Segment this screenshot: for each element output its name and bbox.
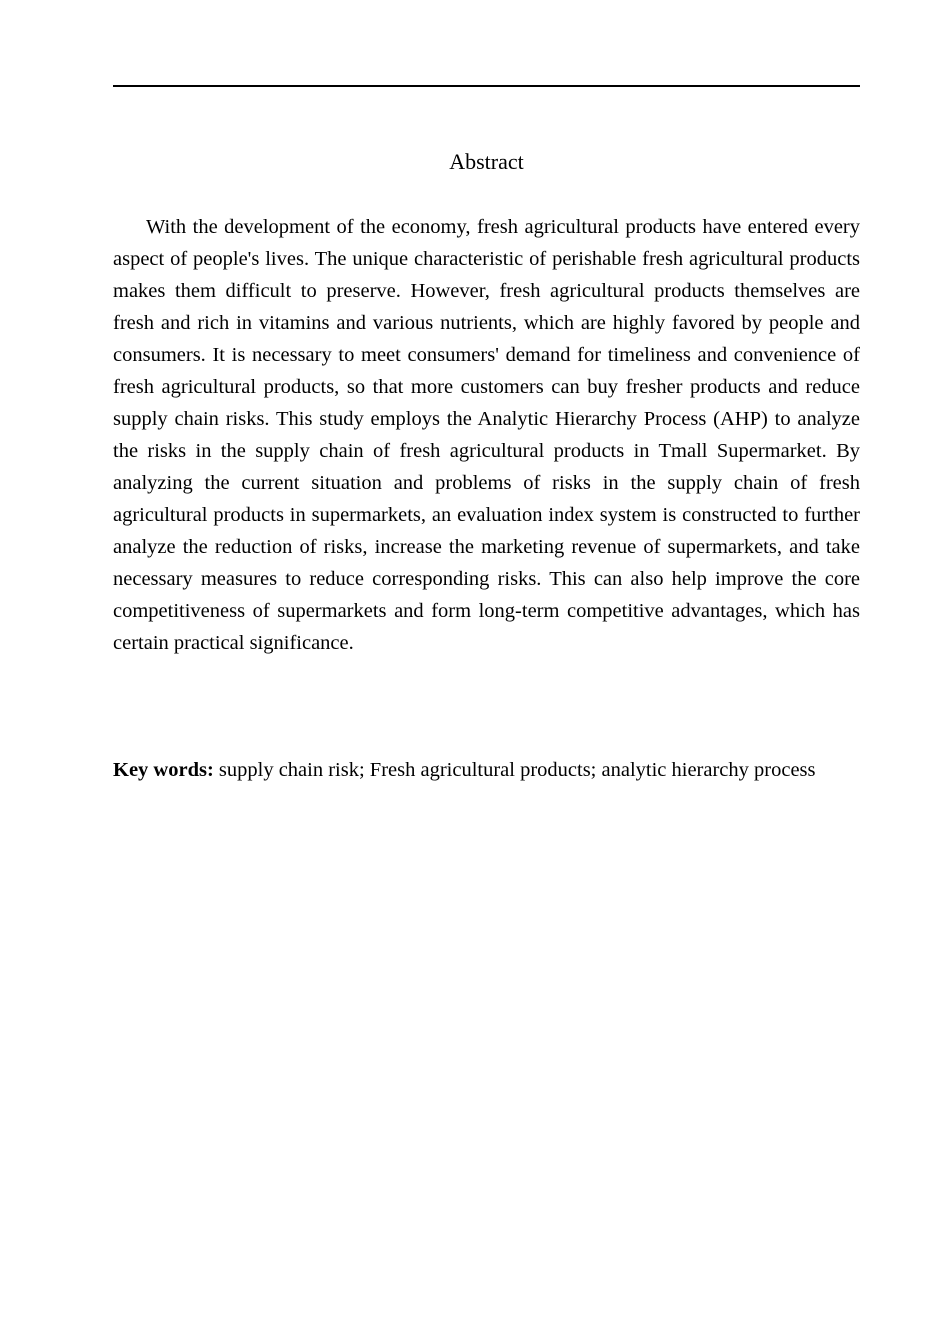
keywords-paragraph xyxy=(113,754,860,786)
keywords-text: supply chain risk; Fresh agricultural products; analytic hierarchy process xyxy=(218,759,816,781)
abstract-body: With the development of the economy, fresh agricultural products have entered every aspect of people's lives. The unique characteristic of perishable fresh agricultural products makes them difficult to preserve. However, fresh agricultural products themselves are fresh and rich in vitamins and various nutrients, which are highly favored by people and consumers. It is necessary to meet consumers' demand for timeliness and convenience of fresh agricultural products, so that more customers can buy fresher products and reduce supply chain risks. This study employs the Analytic Hierarchy Process (AHP) to analyze the risks in the supply chain of fresh agricultural products in Tmall Supermarket. By analyzing the current situation and problems of risks in the supply chain of fresh agricultural products in supermarkets, an evaluation index system is constructed to further analyze the reduction of risks, increase the marketing revenue of supermarkets, and take necessary measures to reduce corresponding risks. This can also help improve the core competitiveness of supermarkets and form long-term competitive advantages, which has certain practical significance. xyxy=(113,216,860,654)
abstract-title: Abstract xyxy=(449,149,524,174)
header-rule xyxy=(113,85,860,87)
keywords-label: Key words: xyxy=(113,759,214,781)
